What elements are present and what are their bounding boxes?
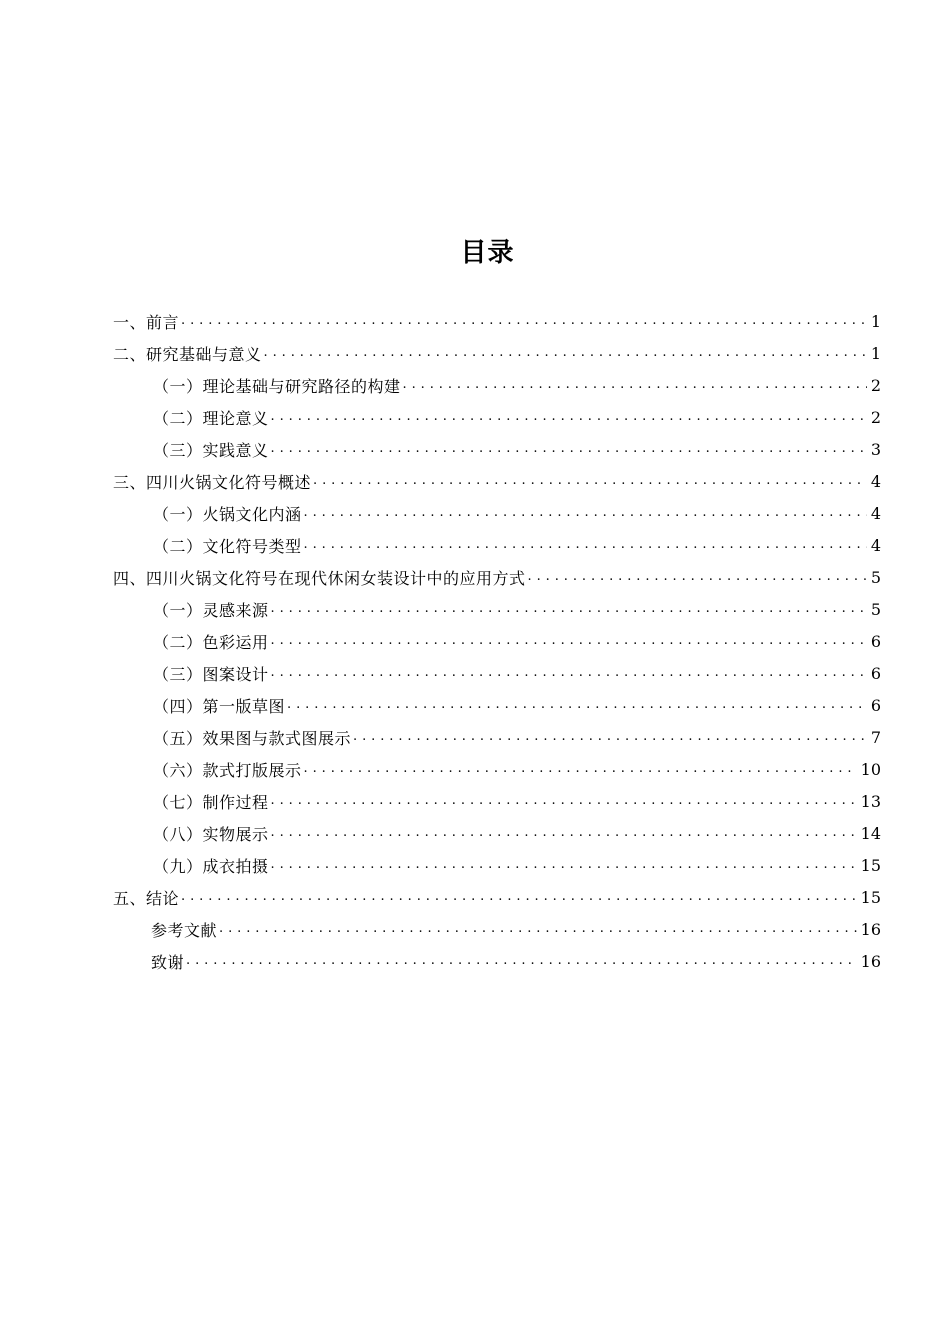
toc-dot-leader <box>271 823 857 843</box>
toc-page-number: 1 <box>870 311 881 331</box>
toc-page-number: 15 <box>860 887 881 907</box>
toc-entry-title: 四、四川火锅文化符号在现代休闲女装设计中的应用方式 <box>113 568 526 588</box>
toc-page-number: 14 <box>860 823 881 843</box>
toc-dot-leader <box>271 407 867 427</box>
toc-dot-leader <box>271 631 867 651</box>
toc-entry-title: （五）效果图与款式图展示 <box>153 728 352 748</box>
toc-entry-title: （二）色彩运用 <box>153 632 269 652</box>
toc-dot-leader <box>181 887 857 907</box>
toc-page-number: 10 <box>860 759 881 779</box>
toc-entry-title: （一）火锅文化内涵 <box>153 504 302 524</box>
toc-dot-leader <box>264 343 867 363</box>
toc-dot-leader <box>353 727 867 747</box>
toc-dot-leader <box>304 759 857 779</box>
toc-dot-leader <box>304 503 867 523</box>
toc-page-number: 3 <box>870 439 881 459</box>
toc-entry-title: （一）灵感来源 <box>153 600 269 620</box>
toc-entry[interactable] <box>113 369 881 401</box>
toc-entry[interactable] <box>113 785 881 817</box>
toc-entry[interactable] <box>113 625 881 657</box>
toc-entry[interactable] <box>113 561 881 593</box>
toc-entry-title: （二）理论意义 <box>153 408 269 428</box>
toc-entry[interactable] <box>113 849 881 881</box>
toc-page-number: 2 <box>870 375 881 395</box>
toc-entry-title: （二）文化符号类型 <box>153 536 302 556</box>
toc-page-number: 16 <box>860 919 881 939</box>
toc-entry[interactable] <box>113 465 881 497</box>
toc-dot-leader <box>186 951 857 971</box>
toc-entry[interactable] <box>113 753 881 785</box>
toc-entry[interactable] <box>113 817 881 849</box>
toc-entry-title: 五、结论 <box>113 888 180 908</box>
toc-entry-title: 致谢 <box>151 952 185 972</box>
toc-dot-leader <box>271 599 867 619</box>
toc-entry-title: （四）第一版草图 <box>153 696 286 716</box>
toc-dot-leader <box>219 919 857 939</box>
toc-entry-title: （三）图案设计 <box>153 664 269 684</box>
toc-dot-leader <box>528 567 867 587</box>
toc-dot-leader <box>287 695 867 715</box>
toc-page-number: 5 <box>870 599 881 619</box>
toc-entry[interactable] <box>113 529 881 561</box>
toc-entry[interactable] <box>113 497 881 529</box>
toc-page-number: 15 <box>860 855 881 875</box>
toc-dot-leader <box>271 439 867 459</box>
toc-entry[interactable] <box>113 945 881 977</box>
toc-entry[interactable] <box>113 913 881 945</box>
toc-entry-title: 参考文献 <box>151 920 218 940</box>
toc-entry-title: （九）成衣拍摄 <box>153 856 269 876</box>
toc-entry-title: （八）实物展示 <box>153 824 269 844</box>
toc-entry-title: （六）款式打版展示 <box>153 760 302 780</box>
toc-dot-leader <box>181 311 867 331</box>
toc-entry[interactable] <box>113 881 881 913</box>
toc-dot-leader <box>313 471 867 491</box>
toc-page-number: 1 <box>870 343 881 363</box>
toc-page-number: 16 <box>860 951 881 971</box>
toc-dot-leader <box>304 535 867 555</box>
toc-entry-title: 二、研究基础与意义 <box>113 344 262 364</box>
toc-page-number: 4 <box>870 471 881 491</box>
toc-entry-title: 一、前言 <box>113 312 180 332</box>
toc-entry[interactable] <box>113 401 881 433</box>
toc-entry-title: （一）理论基础与研究路径的构建 <box>153 376 401 396</box>
toc-entry[interactable] <box>113 433 881 465</box>
toc-entry[interactable] <box>113 593 881 625</box>
toc-entry-title: 三、四川火锅文化符号概述 <box>113 472 312 492</box>
page-title: 目录 <box>460 238 515 268</box>
toc-entry[interactable] <box>113 337 881 369</box>
toc-page-number: 4 <box>870 535 881 555</box>
toc-dot-leader <box>271 855 857 875</box>
toc-page-number: 6 <box>870 695 881 715</box>
toc-entry[interactable] <box>113 305 881 337</box>
toc-dot-leader <box>271 791 857 811</box>
toc-page-number: 4 <box>870 503 881 523</box>
toc-dot-leader <box>403 375 867 395</box>
toc-entry[interactable] <box>113 657 881 689</box>
toc-page-number: 13 <box>860 791 881 811</box>
toc-page-number: 5 <box>870 567 881 587</box>
toc-entry-title: （七）制作过程 <box>153 792 269 812</box>
table-of-contents <box>113 305 881 977</box>
toc-page-number: 7 <box>870 727 881 747</box>
toc-page-number: 2 <box>870 407 881 427</box>
toc-entry[interactable] <box>113 721 881 753</box>
toc-entry-title: （三）实践意义 <box>153 440 269 460</box>
toc-entry[interactable] <box>113 689 881 721</box>
toc-page-number: 6 <box>870 631 881 651</box>
toc-page-number: 6 <box>870 663 881 683</box>
toc-dot-leader <box>271 663 867 683</box>
